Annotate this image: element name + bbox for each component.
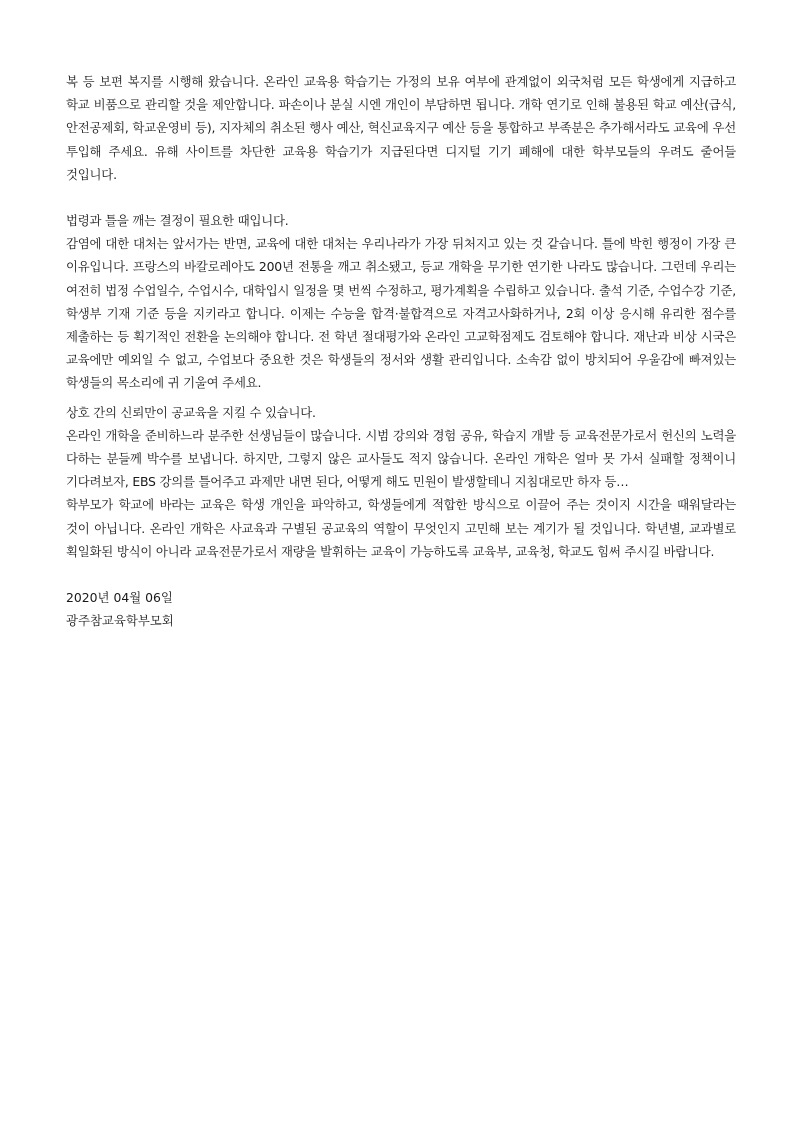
- paragraph-parent-expectations: 학부모가 학교에 바라는 교육은 학생 개인을 파악하고, 학생들에게 적합한 방식으로 이끌어 주는 것이지 시간을 때워달라는 것이 아닙니다. 온라인 개학은 사교육과 구별된 공교육의 역할이 무엇인지 고민해 보는 계기가 될 것입니다. 학년별, 교과별로 획일화된 방식이 아니라 교육전문가로서 재량을 발휘하는 교육이 가능하도록 교육부, 교육청, 학교도 힘써 주시길 바랍니다.: [66, 497, 736, 559]
- paragraph-welfare: 복 등 보편 복지를 시행해 왔습니다. 온라인 교육용 학습기는 가정의 보유 여부에 관계없이 외국처럼 모든 학생에게 지급하고 학교 비품으로 관리할 것을 제안합니다. 파손이나 분실 시엔 개인이 부담하면 됩니다. 개학 연기로 인해 불용된 학교 예산(급식, 안전공제회, 학교운영비 등), 지자체의 취소된 행사 예산, 혁신교육지구 예산 등을 통합하고 부족분은 추가해서라도 교육에 우선 투입해 주세요. 유해 사이트를 차단한 교육용 학습기가 지급된다면 디지털 기기 폐해에 대한 학부모들의 우려도 줄어들 것입니다.: [66, 74, 736, 182]
- document-date: 2020년 04월 06일: [66, 590, 173, 606]
- paragraph-response-to-education: 감염에 대한 대처는 앞서가는 반면, 교육에 대한 대처는 우리나라가 가장 뒤처지고 있는 것 같습니다. 틀에 박힌 행정이 가장 큰 이유입니다. 프랑스의 바칼로레아도 200년 전통을 깨고 취소됐고, 등교 개학을 무기한 연기한 나라도 많습니다. 그런데 우리는 여전히 법정 수업일수, 수업시수, 대학입시 일정을 몇 번씩 수정하고, 평가계획을 수립하고 있습니다. 출석 기준, 수업수강 기준, 학생부 기재 기준 등을 지키라고 합니다. 이제는 수능을 합격·불합격으로 자격고사화하거나, 2회 이상 응시해 유리한 점수를 제출하는 등 획기적인 전환을 논의해야 합니다. 전 학년 절대평가와 온라인 고교학점제도 검토해야 합니다. 재난과 비상 시국은 교육에만 예외일 수 없고, 수업보다 중요한 것은 학생들의 정서와 생활 관리입니다. 소속감 없이 방치되어 우울감에 빠져있는 학생들의 목소리에 귀 기울여 주세요.: [66, 236, 736, 391]
- heading-mutual-trust: 상호 간의 신뢰만이 공교육을 지킬 수 있습니다.: [66, 404, 316, 420]
- document-signature: 광주참교육학부모회: [66, 613, 174, 629]
- spacer: [66, 186, 736, 209]
- spacer: [66, 563, 736, 586]
- document-page: [66, 70, 736, 632]
- heading-law-framework: 법령과 틀을 깨는 결정이 필요한 때입니다.: [66, 213, 289, 229]
- paragraph-online-opening: 온라인 개학을 준비하느라 분주한 선생님들이 많습니다. 시범 강의와 경험 공유, 학습지 개발 등 교육전문가로서 헌신의 노력을 다하는 분들께 박수를 보냅니다. 하지만, 그렇지 않은 교사들도 적지 않습니다. 온라인 개학은 얼마 못 가서 실패할 정책이니 기다려보자, EBS 강의를 틀어주고 과제만 내면 된다, 어떻게 해도 민원이 발생할테니 지침대로만 하자 등…: [66, 427, 736, 490]
